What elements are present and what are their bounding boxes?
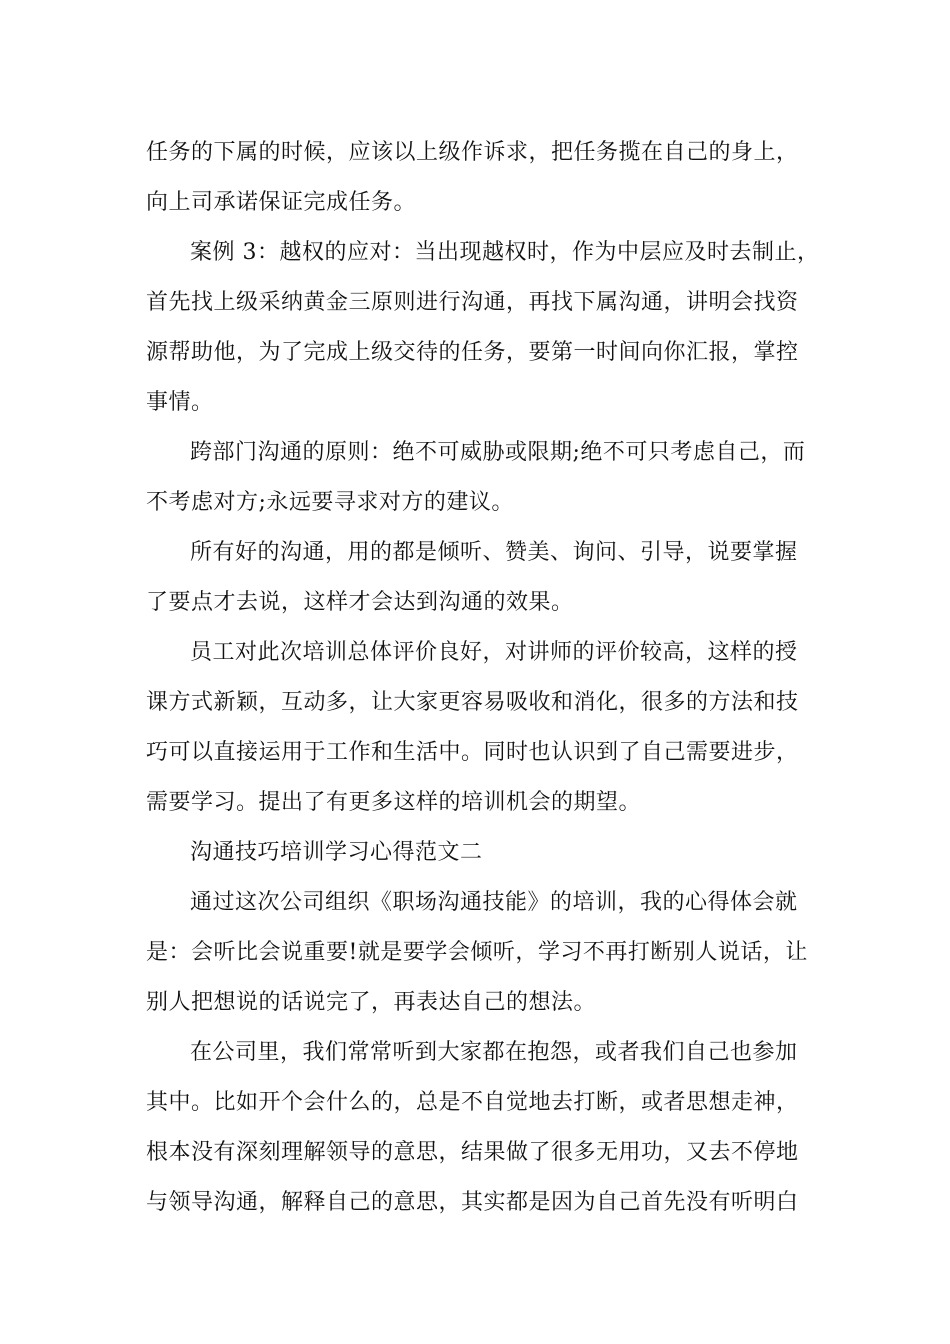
text-line: 是：会听比会说重要!就是要学会倾听，学习不再打断别人说话，让 — [146, 940, 808, 965]
text-line: 在公司里，我们常常听到大家都在抱怨，或者我们自己也参加 — [190, 1040, 798, 1065]
text-line: 根本没有深刻理解领导的意思，结果做了很多无用功，又去不停地 — [146, 1140, 799, 1165]
text-line: 案例 3：越权的应对：当出现越权时，作为中层应及时去制止， — [190, 240, 820, 265]
text-line: 了要点才去说，这样才会达到沟通的效果。 — [146, 590, 574, 615]
text-line: 源帮助他，为了完成上级交待的任务，要第一时间向你汇报，掌控 — [146, 340, 799, 365]
text-line: 首先找上级采纳黄金三原则进行沟通，再找下属沟通，讲明会找资 — [146, 290, 799, 315]
text-line: 事情。 — [146, 390, 214, 415]
text-line: 沟通技巧培训学习心得范文二 — [190, 840, 483, 865]
document-body — [146, 128, 836, 1228]
text-line: 所有好的沟通，用的都是倾听、赞美、询问、引导，说要掌握 — [190, 540, 798, 565]
text-line: 向上司承诺保证完成任务。 — [146, 190, 417, 215]
text-line: 别人把想说的话说完了，再表达自己的想法。 — [146, 990, 597, 1015]
text-line: 需要学习。提出了有更多这样的培训机会的期望。 — [146, 790, 642, 815]
text-line: 员工对此次培训总体评价良好，对讲师的评价较高，这样的授 — [190, 640, 798, 665]
text-line: 通过这次公司组织《职场沟通技能》的培训，我的心得体会就 — [190, 890, 798, 915]
text-line: 跨部门沟通的原则：绝不可威胁或限期;绝不可只考虑自己，而 — [190, 440, 806, 465]
text-line: 课方式新颖，互动多，让大家更容易吸收和消化，很多的方法和技 — [146, 690, 799, 715]
text-line: 任务的下属的时候，应该以上级作诉求，把任务揽在自己的身上， — [146, 140, 799, 165]
text-line: 巧可以直接运用于工作和生活中。同时也认识到了自己需要进步， — [146, 740, 799, 765]
text-line: 与领导沟通，解释自己的意思，其实都是因为自己首先没有听明白 — [146, 1190, 799, 1215]
text-line: 其中。比如开个会什么的，总是不自觉地去打断，或者思想走神， — [146, 1090, 799, 1115]
text-line: 不考虑对方;永远要寻求对方的建议。 — [146, 490, 514, 515]
